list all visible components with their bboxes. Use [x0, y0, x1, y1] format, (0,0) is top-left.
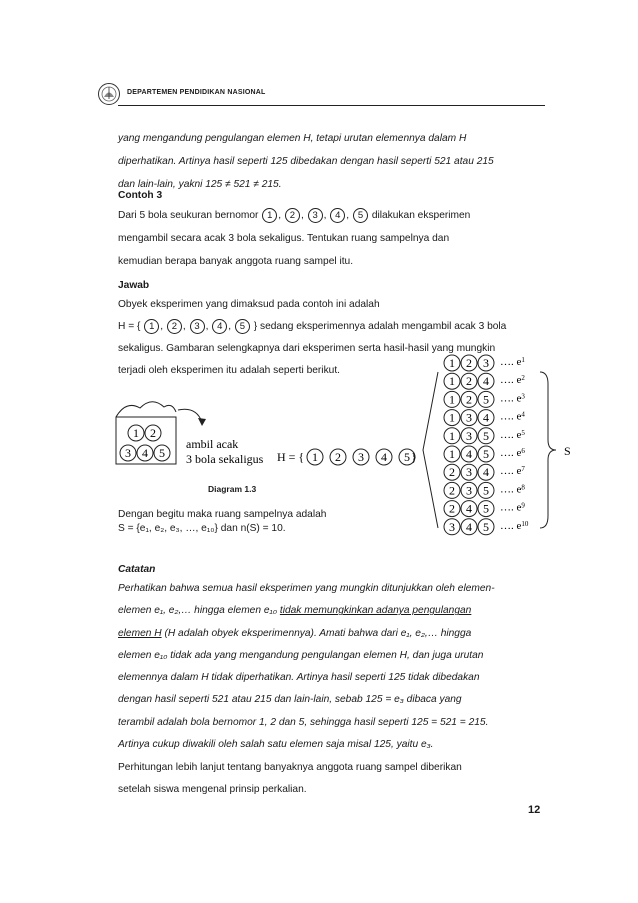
- svg-text:4: 4: [483, 374, 489, 389]
- svg-text:1: 1: [449, 374, 455, 389]
- outcome-6-ball-2: [461, 446, 477, 462]
- emblem-logo-icon: [97, 82, 121, 106]
- svg-text:4: 4: [483, 410, 489, 425]
- jawab-line-2: H = { 1 , 2 , 3 , 4 , 5 } sedang eksperimennya adalah mengambil acak 3 bola: [118, 320, 507, 332]
- contoh-paragraph: [118, 204, 545, 273]
- h-ball-1: 1: [144, 319, 159, 334]
- svg-text:3: 3: [466, 483, 472, 498]
- outcome-1-ball-1: [444, 355, 460, 371]
- catatan-line-4: elemen e₁₀ tidak ada yang mengandung pengulangan elemen H, dan juga urutan: [118, 649, 484, 661]
- s-label: S: [564, 444, 571, 458]
- svg-text:1: 1: [449, 428, 455, 443]
- action-line-1: ambil acak: [186, 437, 239, 451]
- svg-text:5: 5: [483, 501, 489, 516]
- diagram-h-ball-1: [307, 449, 323, 465]
- diagram-h-close: }: [411, 450, 417, 464]
- outcome-label-e6: …. $e^6$: [500, 447, 525, 459]
- outcome-10-ball-2: [461, 519, 477, 535]
- catatan-title: Catatan: [118, 564, 156, 575]
- svg-text:5: 5: [483, 483, 489, 498]
- outcome-label-e9: …. $e^9$: [500, 501, 525, 514]
- jawab-line-4: terjadi oleh eksperimen itu adalah seperti berikut.: [118, 365, 340, 376]
- outcome-4-ball-3: [478, 410, 494, 426]
- outcome-10-ball-3: [478, 519, 494, 535]
- diagram-h-label: H = {: [277, 450, 305, 464]
- urn-ball-1: [128, 425, 144, 441]
- svg-text:3: 3: [483, 356, 489, 370]
- outcome-3-ball-2: [461, 391, 477, 407]
- intro-line-3: dan lain-lain, yakni 125 ≠ 521 ≠ 215.: [118, 179, 282, 190]
- contoh-line-2: mengambil secara acak 3 bola sekaligus. Tentukan ruang sampelnya dan: [118, 233, 450, 244]
- intro-line-2: diperhatikan. Artinya hasil seperti 125 dibedakan dengan hasil seperti 521 atau 215: [118, 156, 494, 167]
- header-rule: [118, 105, 545, 106]
- outcome-5-ball-3: [478, 428, 494, 444]
- outcome-8-ball-3: [478, 482, 494, 498]
- svg-text:4: 4: [466, 519, 472, 534]
- outcome-8-ball-2: [461, 482, 477, 498]
- contoh-line-1-pre: Dari 5 bola seukuran bernomor: [118, 210, 259, 221]
- svg-text:2: 2: [449, 501, 455, 516]
- svg-text:1: 1: [449, 392, 455, 407]
- outcome-label-e4: …. $e^4$: [500, 410, 525, 423]
- svg-text:1: 1: [133, 426, 139, 440]
- urn-ball-3: [120, 445, 136, 461]
- outcome-label-e10: …. $e^{10}$: [500, 519, 529, 532]
- svg-text:5: 5: [159, 446, 165, 460]
- outcome-1-ball-3: [478, 355, 494, 371]
- diagram-caption: Diagram 1.3: [208, 484, 257, 494]
- page-number: 12: [528, 804, 541, 816]
- outcome-label-e2: …. $e^2$: [500, 374, 525, 387]
- catatan-line-8: Artinya cukup diwakili oleh salah satu elemen saja misal 125, yaitu e₃.: [118, 739, 434, 751]
- diagram-h-ball-3: [353, 449, 369, 465]
- svg-text:3: 3: [466, 428, 472, 443]
- result-block: [118, 508, 326, 536]
- outcome-9-ball-2: [461, 501, 477, 517]
- diagram-h-balls: [307, 449, 415, 465]
- ball-1: 1: [262, 208, 277, 223]
- svg-text:2: 2: [466, 392, 472, 407]
- ball-4: 4: [330, 208, 345, 223]
- h-ball-5: 5: [235, 319, 250, 334]
- contoh-line-1: Dari 5 bola seukuran bernomor 1 , 2 , 3 , 4 , 5 dilakukan eksperimen: [118, 209, 471, 221]
- outcome-3-ball-1: [444, 391, 460, 407]
- urn-ball-5: [154, 445, 170, 461]
- svg-text:2: 2: [335, 450, 341, 464]
- h-ball-4: 4: [212, 319, 227, 334]
- h-suffix: } sedang eksperimennya adalah mengambil acak 3 bola: [253, 321, 507, 332]
- outcome-2-ball-3: [478, 373, 494, 389]
- jawab-title: Jawab: [118, 280, 150, 291]
- left-bracket: [423, 372, 438, 528]
- catatan-line-5: elemennya dalam H tidak diperhatikan. Artinya hasil seperti 125 tidak dibedakan: [118, 672, 480, 684]
- svg-text:4: 4: [466, 501, 472, 516]
- outcome-label-e3: …. $e^3$: [500, 392, 525, 405]
- catatan-line-2a: elemen e₁, e₂,… hingga elemen e₁₀: [118, 605, 278, 617]
- svg-text:1: 1: [449, 447, 455, 461]
- svg-text:3: 3: [125, 446, 131, 460]
- ball-2: 2: [285, 208, 300, 223]
- ball-3: 3: [308, 208, 323, 223]
- contoh-line-1-post: dilakukan eksperimen: [371, 210, 471, 221]
- catatan-line-1: Perhatikan bahwa semua hasil eksperimen yang mungkin ditunjukkan oleh elemen-: [118, 583, 495, 594]
- closing-line-2: setelah siswa mengenal prinsip perkalian.: [118, 784, 307, 795]
- outcome-9-ball-3: [478, 501, 494, 517]
- ball-5: 5: [353, 208, 368, 223]
- outcome-label-e8: …. $e^8$: [500, 483, 525, 496]
- outcome-4-ball-2: [461, 410, 477, 426]
- outcome-label-e1: …. $e^1$: [500, 356, 525, 368]
- outcome-5-ball-2: [461, 428, 477, 444]
- right-brace: [540, 372, 556, 528]
- catatan-line-3-underline: elemen H: [118, 627, 162, 639]
- outcome-label-e5: …. $e^5$: [500, 428, 525, 441]
- svg-text:1: 1: [449, 356, 455, 370]
- jawab-line-1: Obyek eksperimen yang dimaksud pada contoh ini adalah: [118, 299, 380, 310]
- contoh-line-3: kemudian berapa banyak anggota ruang sampel itu.: [118, 256, 354, 267]
- svg-text:1: 1: [312, 450, 318, 464]
- diagram-h-ball-4: [376, 449, 392, 465]
- closing-line-1: Perhitungan lebih lanjut tentang banyaknya anggota ruang sampel diberikan: [118, 762, 462, 773]
- outcome-7-ball-2: [461, 464, 477, 480]
- catatan-paragraph: [118, 578, 545, 756]
- svg-text:3: 3: [466, 410, 472, 425]
- outcome-6-ball-1: [444, 446, 460, 462]
- catatan-line-7: terambil adalah bola bernomor 1, 2 dan 5, sehingga hasil seperti 125 = 521 = 215.: [118, 716, 489, 728]
- outcome-7-ball-3: [478, 464, 494, 480]
- intro-line-1: yang mengandung pengulangan elemen H, tetapi urutan elemennya dalam H: [118, 133, 467, 144]
- svg-text:5: 5: [483, 447, 489, 461]
- h-prefix: H = {: [118, 321, 141, 332]
- svg-text:5: 5: [483, 428, 489, 443]
- diagram-h-ball-2: [330, 449, 346, 465]
- outcome-label-e7: …. $e^7$: [500, 465, 525, 478]
- result-line-2: S = {e₁, e₂, e₃, …, e₁₀} dan n(S) = 10.: [118, 523, 286, 534]
- contoh-title: Contoh 3: [118, 190, 163, 201]
- outcome-8-ball-1: [444, 482, 460, 498]
- outcome-9-ball-1: [444, 501, 460, 517]
- catatan-line-2: [118, 600, 545, 622]
- svg-text:2: 2: [466, 356, 472, 370]
- svg-text:2: 2: [150, 426, 156, 440]
- outcome-list: [444, 355, 529, 535]
- svg-text:2: 2: [466, 374, 472, 389]
- svg-text:2: 2: [449, 465, 455, 480]
- svg-text:5: 5: [483, 519, 489, 534]
- jawab-line-3: sekaligus. Gambaran selengkapnya dari eksperimen serta hasil-hasil yang mungkin: [118, 343, 496, 354]
- outcome-10-ball-1: [444, 519, 460, 535]
- h-ball-3: 3: [190, 319, 205, 334]
- header-institution: DEPARTEMEN PENDIDIKAN NASIONAL: [127, 89, 266, 96]
- svg-text:3: 3: [449, 519, 455, 534]
- catatan-line-2-underline: tidak memungkinkan adanya pengulangan: [279, 605, 472, 617]
- outcome-5-ball-1: [444, 428, 460, 444]
- outcome-6-ball-3: [478, 446, 494, 462]
- svg-text:5: 5: [404, 450, 410, 464]
- outcome-2-ball-1: [444, 373, 460, 389]
- svg-text:2: 2: [449, 483, 455, 498]
- outcome-3-ball-3: [478, 391, 494, 407]
- catatan-line-3-rest: (H adalah obyek eksperimennya). Amati bahwa dari e₁, e₂,… hingga: [164, 627, 472, 639]
- h-ball-2: 2: [167, 319, 182, 334]
- outcome-7-ball-1: [444, 464, 460, 480]
- urn-ball-4: [137, 445, 153, 461]
- result-line-1: Dengan begitu maka ruang sampelnya adalah: [118, 509, 327, 520]
- svg-text:4: 4: [483, 465, 489, 480]
- svg-text:5: 5: [483, 392, 489, 407]
- svg-text:4: 4: [381, 450, 387, 464]
- outcome-2-ball-2: [461, 373, 477, 389]
- svg-text:3: 3: [358, 450, 364, 464]
- catatan-line-3: [118, 623, 545, 645]
- svg-text:4: 4: [466, 447, 472, 461]
- svg-text:1: 1: [449, 410, 455, 425]
- outcome-4-ball-1: [444, 410, 460, 426]
- svg-text:3: 3: [466, 465, 472, 480]
- action-line-2: 3 bola sekaligus: [186, 452, 264, 466]
- urn-balls: [120, 425, 170, 461]
- urn-ball-2: [145, 425, 161, 441]
- closing-paragraph: [118, 757, 545, 801]
- svg-text:4: 4: [142, 446, 148, 460]
- outcome-1-ball-2: [461, 355, 477, 371]
- catatan-line-6: dengan hasil seperti 521 atau 215 dan lain-lain, sebab 125 = e₃ dibaca yang: [118, 694, 462, 706]
